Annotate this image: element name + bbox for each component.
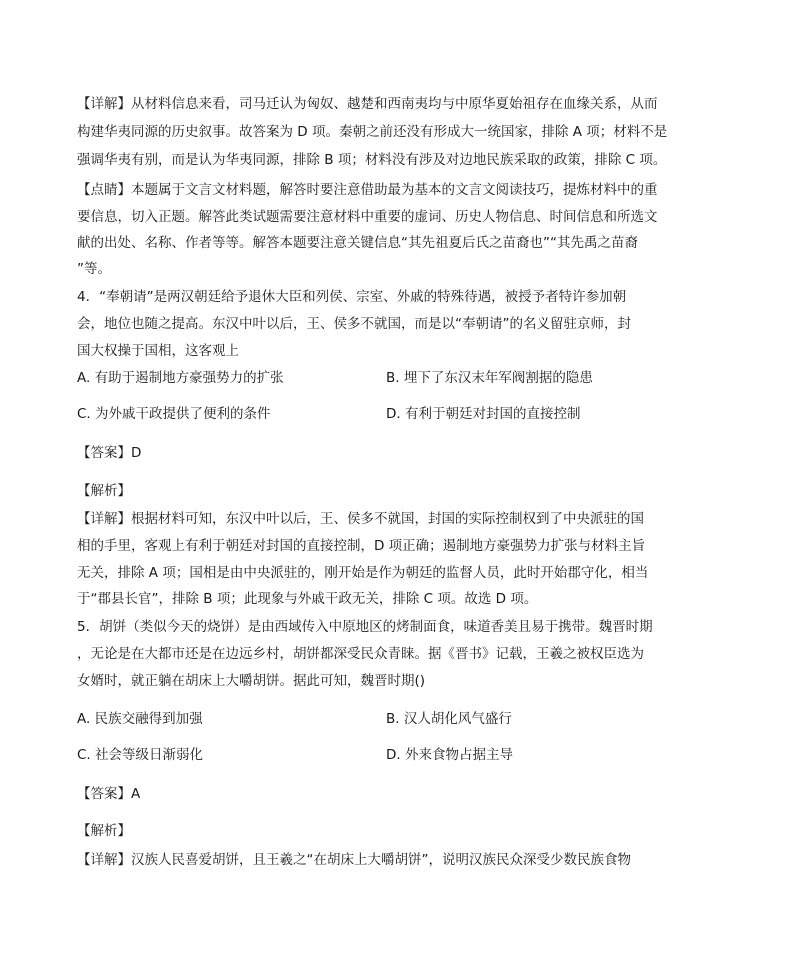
q4-stem-line-1: 4．“奉朝请”是两汉朝廷给予退休大臣和列侯、宗室、外戚的特殊待遇，被授予者特许参加朝 <box>77 289 627 305</box>
q5-stem-line-2: ，无论是在大都市还是在边远乡村，胡饼都深受民众青睐。据《晋书》记载，王羲之被权臣选为 <box>77 646 644 662</box>
q5-stem-line-1: 5．胡饼（类似今天的烧饼）是由西域传入中原地区的烤制面食，味道香美且易于携带。魏晋时期 <box>77 619 653 635</box>
q5-answer: 【答案】A <box>77 786 141 802</box>
q5-option-b: B. 汉人胡化风气盛行 <box>386 711 512 727</box>
prev-detail-line-2: 构建华夷同源的历史叙事。故答案为 D 项。秦朝之前还没有形成大一统国家，排除 A 项；材料不是 <box>77 124 668 140</box>
q4-option-d: D. 有利于朝廷对封国的直接控制 <box>386 406 581 422</box>
prev-dianjing-line-1: 【点睛】本题属于文言文材料题，解答时要注意借助最为基本的文言文阅读技巧，提炼材料中的重 <box>77 182 658 198</box>
prev-dianjing-line-2: 要信息，切入正题。解答此类试题需要注意材料中重要的虚词、历史人物信息、时间信息和所选文 <box>77 209 658 225</box>
prev-dianjing-line-3: 献的出处、名称、作者等等。解答本题要注意关键信息“其先祖夏后氏之苗裔也”“其先禹之苗裔 <box>77 235 638 251</box>
q4-answer: 【答案】D <box>77 445 142 461</box>
q5-analysis-heading: 【解析】 <box>77 823 131 839</box>
q4-detail-line-3: 无关，排除 A 项；国相是由中央派驻的，刚开始是作为朝廷的监督人员，此时开始郡守化，相当 <box>77 565 649 581</box>
q4-stem-line-2: 会，地位也随之提高。东汉中叶以后，王、侯多不就国，而是以“奉朝请”的名义留驻京师，封 <box>77 316 631 332</box>
q4-detail-line-2: 相的手里，客观上有利于朝廷对封国的直接控制，D 项正确；遏制地方豪强势力扩张与材料主旨 <box>77 538 646 554</box>
q4-detail-line-1: 【详解】根据材料可知，东汉中叶以后，王、侯多不就国，封国的实际控制权到了中央派驻的国 <box>77 511 644 527</box>
q4-analysis-heading: 【解析】 <box>77 483 131 499</box>
q4-option-a: A. 有助于遏制地方豪强势力的扩张 <box>77 370 284 386</box>
q4-stem-line-3: 国大权操于国相，这客观上 <box>77 343 239 359</box>
q5-option-d: D. 外来食物占据主导 <box>386 747 513 763</box>
q5-option-a: A. 民族交融得到加强 <box>77 711 203 727</box>
prev-detail-line-1: 【详解】从材料信息来看，司马迁认为匈奴、越楚和西南夷均与中原华夏始祖存在血缘关系，从而 <box>77 96 658 112</box>
q4-detail-line-4: 于“郡县长官”，排除 B 项；此现象与外戚干政无关，排除 C 项。故选 D 项。 <box>77 591 538 607</box>
q5-stem-line-3: 女婿时，就正躺在胡床上大嚼胡饼。据此可知，魏晋时期() <box>77 673 426 689</box>
q4-option-b: B. 埋下了东汉末年军阀割据的隐患 <box>386 370 593 386</box>
q4-option-c: C. 为外戚干政提供了便利的条件 <box>77 406 271 422</box>
prev-detail-line-3: 强调华夷有别，而是认为华夷同源，排除 B 项；材料没有涉及对边地民族采取的政策，排除 C 项。 <box>77 152 667 168</box>
q5-option-c: C. 社会等级日渐弱化 <box>77 747 204 763</box>
prev-dianjing-line-4: ”等。 <box>77 261 111 277</box>
q5-detail-line-1: 【详解】汉族人民喜爱胡饼，且王羲之“在胡床上大嚼胡饼”，说明汉族民众深受少数民族食物 <box>77 852 631 868</box>
